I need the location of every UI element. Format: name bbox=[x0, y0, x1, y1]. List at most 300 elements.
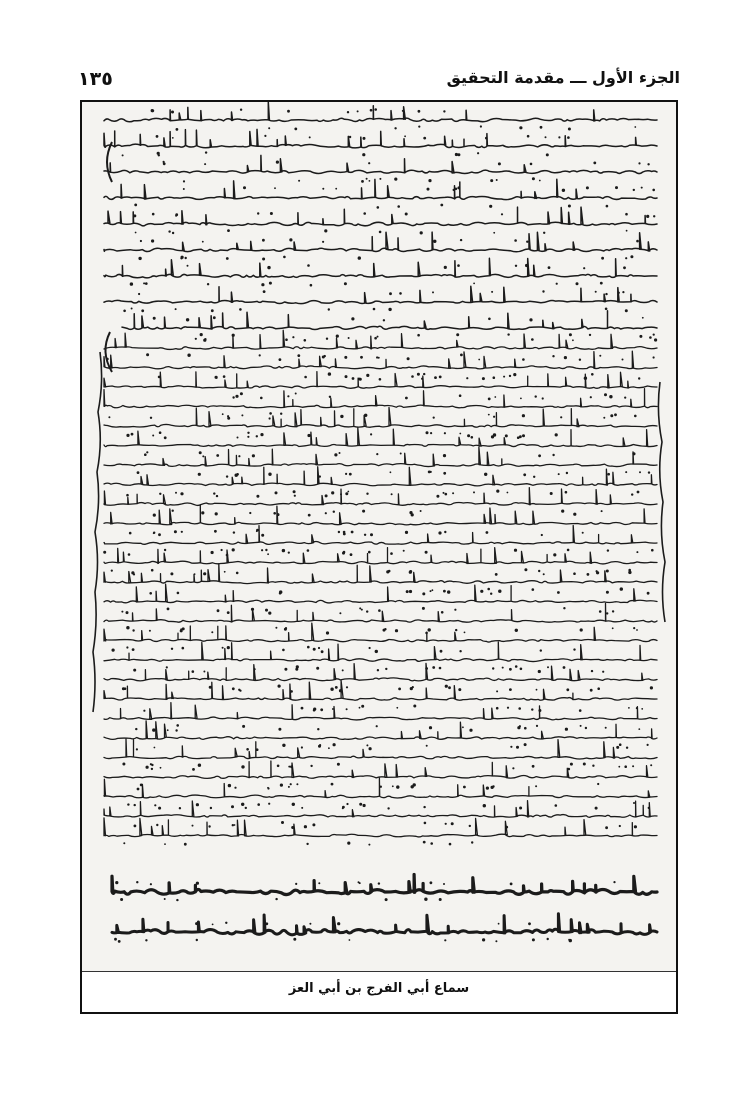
diacritic-dot bbox=[555, 433, 558, 436]
diacritic-dot bbox=[610, 414, 613, 417]
diacritic-dot bbox=[136, 748, 138, 750]
handwriting-line bbox=[112, 914, 657, 935]
diacritic-dot bbox=[232, 824, 234, 826]
diacritic-dot bbox=[507, 333, 509, 335]
diacritic-dot bbox=[454, 609, 456, 611]
diacritic-dot bbox=[329, 396, 331, 398]
diacritic-dot bbox=[522, 434, 525, 437]
diacritic-dot bbox=[227, 229, 230, 232]
diacritic-dot bbox=[348, 337, 350, 339]
diacritic-dot bbox=[451, 822, 454, 825]
diacritic-dot bbox=[331, 783, 334, 786]
handwriting-line bbox=[104, 801, 657, 818]
diacritic-dot bbox=[457, 264, 460, 267]
diacritic-dot bbox=[328, 308, 330, 310]
diacritic-dot bbox=[443, 472, 446, 475]
diacritic-dot bbox=[487, 588, 490, 591]
handwriting-line bbox=[104, 258, 657, 278]
diacritic-dot bbox=[430, 881, 433, 884]
diacritic-dot bbox=[591, 373, 594, 376]
diacritic-dot bbox=[192, 768, 195, 771]
diacritic-dot bbox=[345, 492, 348, 495]
diacritic-dot bbox=[513, 373, 516, 376]
diacritic-dot bbox=[187, 354, 190, 357]
diacritic-dot bbox=[392, 785, 394, 787]
diacritic-dot bbox=[292, 336, 294, 338]
diacritic-dot bbox=[166, 666, 168, 668]
diacritic-dot bbox=[536, 689, 538, 691]
diacritic-dot bbox=[405, 531, 408, 534]
diacritic-dot bbox=[307, 646, 310, 649]
diacritic-dot bbox=[226, 257, 229, 260]
diacritic-dot bbox=[641, 708, 643, 710]
diacritic-dot bbox=[359, 707, 361, 709]
diacritic-dot bbox=[151, 109, 154, 112]
diacritic-dot bbox=[434, 376, 437, 379]
diacritic-dot bbox=[281, 821, 284, 824]
diacritic-dot bbox=[535, 395, 537, 397]
diacritic-dot bbox=[134, 204, 137, 207]
diacritic-dot bbox=[538, 570, 540, 572]
diacritic-dot bbox=[485, 137, 488, 140]
diacritic-dot bbox=[333, 743, 336, 746]
diacritic-dot bbox=[288, 786, 290, 788]
diacritic-dot bbox=[429, 726, 432, 729]
diacritic-dot bbox=[636, 629, 638, 631]
diacritic-dot bbox=[103, 551, 106, 554]
diacritic-dot bbox=[522, 414, 525, 417]
diacritic-dot bbox=[607, 473, 610, 476]
diacritic-dot bbox=[153, 532, 155, 534]
diacritic-dot bbox=[294, 495, 296, 497]
diacritic-dot bbox=[164, 436, 167, 439]
diacritic-dot bbox=[280, 413, 282, 415]
diacritic-dot bbox=[279, 590, 282, 593]
diacritic-dot bbox=[552, 454, 554, 456]
diacritic-dot bbox=[202, 241, 204, 243]
diacritic-dot bbox=[304, 825, 307, 828]
diacritic-dot bbox=[322, 188, 324, 190]
diacritic-dot bbox=[174, 530, 177, 533]
diacritic-dot bbox=[254, 668, 256, 670]
diacritic-dot bbox=[135, 728, 137, 730]
diacritic-dot bbox=[269, 417, 271, 419]
diacritic-dot bbox=[122, 154, 124, 156]
diacritic-dot bbox=[351, 317, 354, 320]
diacritic-dot bbox=[557, 591, 560, 594]
diacritic-dot bbox=[573, 572, 576, 575]
diacritic-dot bbox=[126, 434, 129, 437]
diacritic-dot bbox=[126, 611, 129, 614]
diacritic-dot bbox=[493, 376, 496, 379]
handwriting-line bbox=[104, 207, 657, 226]
diacritic-dot bbox=[646, 215, 649, 218]
handwriting-line bbox=[104, 623, 657, 642]
diacritic-dot bbox=[653, 356, 655, 358]
diacritic-dot bbox=[424, 822, 427, 825]
diacritic-dot bbox=[491, 786, 494, 789]
diacritic-dot bbox=[150, 417, 152, 419]
diacritic-dot bbox=[296, 783, 298, 785]
diacritic-dot bbox=[510, 746, 512, 748]
diacritic-dot bbox=[275, 491, 278, 494]
diacritic-dot bbox=[590, 396, 592, 398]
diacritic-dot bbox=[570, 763, 573, 766]
diacritic-dot bbox=[249, 512, 251, 514]
handwriting-line bbox=[104, 102, 657, 122]
diacritic-dot bbox=[370, 109, 373, 112]
diacritic-dot bbox=[309, 136, 311, 138]
diacritic-dot bbox=[436, 495, 439, 498]
diacritic-dot bbox=[411, 785, 414, 788]
handwriting-line bbox=[104, 584, 657, 603]
diacritic-dot bbox=[351, 531, 354, 534]
diacritic-dot bbox=[200, 333, 203, 336]
diacritic-dot bbox=[337, 763, 340, 766]
diacritic-dot bbox=[319, 744, 321, 746]
diacritic-dot bbox=[417, 373, 420, 376]
diacritic-dot bbox=[405, 213, 408, 216]
diacritic-dot bbox=[628, 571, 631, 574]
diacritic-dot bbox=[600, 282, 603, 285]
diacritic-dot bbox=[418, 126, 420, 128]
diacritic-dot bbox=[447, 590, 450, 593]
diacritic-dot bbox=[287, 110, 290, 113]
diacritic-dot bbox=[633, 627, 635, 629]
diacritic-dot bbox=[158, 154, 160, 156]
diacritic-dot bbox=[532, 588, 535, 591]
diacritic-dot bbox=[469, 825, 471, 827]
diacritic-dot bbox=[444, 266, 447, 269]
diacritic-dot bbox=[618, 766, 620, 768]
diacritic-dot bbox=[430, 432, 432, 434]
diacritic-dot bbox=[359, 882, 361, 884]
diacritic-dot bbox=[377, 206, 380, 209]
diacritic-dot bbox=[172, 137, 174, 139]
diacritic-dot bbox=[131, 433, 134, 436]
diacritic-dot bbox=[568, 205, 571, 208]
diacritic-dot bbox=[496, 707, 499, 710]
diacritic-dot bbox=[227, 417, 230, 420]
diacritic-dot bbox=[625, 471, 627, 473]
diacritic-dot bbox=[591, 670, 593, 672]
diacritic-dot bbox=[346, 803, 348, 805]
handwriting-line bbox=[104, 286, 657, 303]
diacritic-dot bbox=[515, 629, 518, 632]
diacritic-dot bbox=[257, 803, 260, 806]
diacritic-dot bbox=[362, 510, 365, 513]
diacritic-dot bbox=[471, 436, 474, 439]
diacritic-dot bbox=[388, 308, 391, 311]
diacritic-dot bbox=[129, 532, 132, 535]
diacritic-dot bbox=[150, 883, 152, 885]
diacritic-dot bbox=[648, 807, 650, 809]
diacritic-dot bbox=[439, 376, 442, 379]
diacritic-dot bbox=[444, 432, 446, 434]
diacritic-dot bbox=[261, 534, 264, 537]
diacritic-dot bbox=[633, 189, 635, 191]
diacritic-dot bbox=[409, 571, 412, 574]
diacritic-dot bbox=[265, 609, 268, 612]
diacritic-dot bbox=[493, 416, 495, 418]
diacritic-dot bbox=[137, 471, 140, 474]
diacritic-dot bbox=[279, 358, 282, 361]
diacritic-dot bbox=[596, 571, 599, 574]
diacritic-dot bbox=[366, 178, 368, 180]
diacritic-dot bbox=[443, 110, 445, 112]
diacritic-dot bbox=[140, 240, 142, 242]
diacritic-dot bbox=[387, 807, 389, 809]
diacritic-dot bbox=[143, 710, 145, 712]
diacritic-dot bbox=[443, 454, 446, 457]
diacritic-dot bbox=[301, 707, 304, 710]
diacritic-dot bbox=[267, 266, 270, 269]
diacritic-dot bbox=[522, 358, 525, 361]
diacritic-dot bbox=[438, 531, 441, 534]
diacritic-dot bbox=[145, 939, 147, 941]
diacritic-dot bbox=[182, 647, 185, 650]
diacritic-dot bbox=[495, 940, 497, 942]
diacritic-dot bbox=[558, 136, 560, 138]
diacritic-dot bbox=[517, 436, 520, 439]
handwriting-line bbox=[104, 681, 657, 701]
diacritic-dot bbox=[586, 186, 589, 189]
diacritic-dot bbox=[620, 587, 623, 590]
diacritic-dot bbox=[195, 922, 198, 925]
diacritic-dot bbox=[532, 938, 535, 941]
diacritic-dot bbox=[326, 631, 329, 634]
diacritic-dot bbox=[203, 671, 205, 673]
diacritic-dot bbox=[349, 939, 351, 941]
diacritic-dot bbox=[567, 549, 570, 552]
diacritic-dot bbox=[427, 188, 430, 191]
diacritic-dot bbox=[443, 883, 445, 885]
diacritic-dot bbox=[606, 570, 609, 573]
diacritic-dot bbox=[268, 612, 271, 615]
diacritic-dot bbox=[411, 513, 414, 516]
diacritic-dot bbox=[502, 667, 504, 669]
diacritic-dot bbox=[595, 291, 597, 293]
diacritic-dot bbox=[556, 283, 558, 285]
diacritic-dot bbox=[396, 785, 399, 788]
diacritic-dot bbox=[211, 309, 214, 312]
diacritic-dot bbox=[469, 729, 472, 732]
diacritic-dot bbox=[524, 743, 527, 746]
diacritic-dot bbox=[307, 434, 310, 437]
diacritic-dot bbox=[152, 728, 155, 731]
diacritic-dot bbox=[186, 318, 189, 321]
diacritic-dot bbox=[524, 568, 527, 571]
diacritic-dot bbox=[316, 667, 319, 670]
diacritic-dot bbox=[362, 153, 365, 156]
diacritic-dot bbox=[243, 186, 246, 189]
diacritic-dot bbox=[136, 881, 138, 883]
diacritic-dot bbox=[496, 690, 498, 692]
diacritic-dot bbox=[626, 230, 628, 232]
diacritic-dot bbox=[411, 375, 414, 378]
figure-caption: سماع أبي الفرج بن أبي العز bbox=[288, 981, 470, 996]
diacritic-dot bbox=[492, 667, 494, 669]
diacritic-dot bbox=[245, 807, 247, 809]
diacritic-dot bbox=[550, 492, 553, 495]
diacritic-dot bbox=[256, 435, 258, 437]
diacritic-dot bbox=[369, 747, 372, 750]
diacritic-dot bbox=[653, 215, 655, 217]
diacritic-dot bbox=[154, 804, 156, 806]
diacritic-dot bbox=[127, 803, 129, 805]
diacritic-dot bbox=[605, 293, 607, 295]
diacritic-dot bbox=[390, 552, 393, 555]
diacritic-dot bbox=[566, 472, 568, 474]
diacritic-dot bbox=[464, 632, 466, 634]
diacritic-dot bbox=[606, 205, 609, 208]
diacritic-dot bbox=[149, 630, 151, 632]
diacritic-dot bbox=[239, 308, 242, 311]
handwriting-line bbox=[104, 330, 657, 349]
diacritic-dot bbox=[349, 473, 352, 476]
diacritic-dot bbox=[413, 705, 416, 708]
diacritic-dot bbox=[196, 803, 199, 806]
diacritic-dot bbox=[294, 128, 297, 131]
diacritic-dot bbox=[489, 205, 492, 208]
diacritic-dot bbox=[507, 492, 509, 494]
diacritic-dot bbox=[515, 665, 518, 668]
diacritic-dot bbox=[359, 607, 361, 609]
diacritic-dot bbox=[263, 290, 266, 293]
diacritic-dot bbox=[564, 356, 567, 359]
diacritic-dot bbox=[599, 610, 602, 613]
diacritic-dot bbox=[342, 806, 345, 809]
diacritic-dot bbox=[605, 826, 608, 829]
diacritic-dot bbox=[488, 414, 490, 416]
diacritic-dot bbox=[325, 512, 327, 514]
diacritic-dot bbox=[540, 126, 543, 129]
diacritic-dot bbox=[439, 667, 442, 670]
diacritic-dot bbox=[541, 534, 543, 536]
diacritic-dot bbox=[426, 745, 428, 747]
diacritic-dot bbox=[213, 492, 215, 494]
diacritic-dot bbox=[257, 212, 259, 214]
diacritic-dot bbox=[623, 266, 626, 269]
diacritic-dot bbox=[275, 898, 277, 900]
handwriting-line bbox=[104, 428, 657, 447]
diacritic-dot bbox=[285, 338, 288, 341]
diacritic-dot bbox=[647, 744, 649, 746]
diacritic-dot bbox=[361, 180, 364, 183]
diacritic-dot bbox=[568, 128, 571, 131]
diacritic-dot bbox=[346, 686, 348, 688]
diacritic-dot bbox=[509, 668, 512, 671]
diacritic-dot bbox=[376, 453, 378, 455]
diacritic-dot bbox=[589, 334, 591, 336]
diacritic-dot bbox=[134, 825, 137, 828]
diacritic-dot bbox=[498, 590, 501, 593]
diacritic-dot bbox=[322, 241, 324, 243]
diacritic-dot bbox=[238, 455, 240, 457]
diacritic-dot bbox=[421, 378, 423, 380]
diacritic-dot bbox=[199, 451, 202, 454]
diacritic-dot bbox=[538, 709, 541, 712]
diacritic-dot bbox=[289, 238, 292, 241]
diacritic-dot bbox=[378, 357, 380, 359]
diacritic-dot bbox=[376, 725, 378, 727]
diacritic-dot bbox=[108, 416, 110, 418]
diacritic-dot bbox=[650, 686, 653, 689]
diacritic-dot bbox=[587, 573, 590, 576]
diacritic-dot bbox=[337, 922, 340, 925]
diacritic-dot bbox=[543, 232, 545, 234]
diacritic-dot bbox=[256, 495, 259, 498]
handwriting-line bbox=[104, 703, 657, 720]
diacritic-dot bbox=[374, 108, 377, 111]
diacritic-dot bbox=[143, 282, 145, 284]
diacritic-dot bbox=[364, 534, 366, 536]
diacritic-dot bbox=[448, 686, 451, 689]
diacritic-dot bbox=[426, 431, 429, 434]
diacritic-dot bbox=[576, 282, 579, 285]
diacritic-dot bbox=[370, 533, 373, 536]
diacritic-dot bbox=[505, 826, 508, 829]
manuscript-figure bbox=[80, 100, 678, 1014]
diacritic-dot bbox=[561, 510, 564, 513]
diacritic-dot bbox=[270, 212, 273, 215]
diacritic-dot bbox=[601, 510, 603, 512]
diacritic-dot bbox=[138, 293, 140, 295]
diacritic-dot bbox=[290, 765, 293, 768]
diacritic-dot bbox=[459, 650, 461, 652]
diacritic-dot bbox=[217, 609, 220, 612]
diacritic-dot bbox=[152, 435, 154, 437]
diacritic-dot bbox=[138, 257, 141, 260]
diacritic-dot bbox=[344, 282, 347, 285]
diacritic-dot bbox=[647, 163, 649, 165]
diacritic-dot bbox=[358, 256, 361, 259]
diacritic-dot bbox=[585, 727, 587, 729]
diacritic-dot bbox=[428, 628, 431, 631]
diacritic-dot bbox=[137, 788, 140, 791]
diacritic-dot bbox=[226, 475, 228, 477]
diacritic-dot bbox=[293, 490, 296, 493]
diacritic-dot bbox=[614, 413, 617, 416]
diacritic-dot bbox=[495, 573, 498, 576]
diacritic-dot bbox=[232, 548, 235, 551]
diacritic-dot bbox=[308, 514, 311, 517]
diacritic-dot bbox=[368, 162, 370, 164]
diacritic-dot bbox=[196, 939, 198, 941]
diacritic-dot bbox=[398, 688, 401, 691]
diacritic-dot bbox=[227, 646, 230, 649]
diacritic-dot bbox=[301, 746, 303, 748]
diacritic-dot bbox=[275, 627, 277, 629]
diacritic-dot bbox=[350, 553, 353, 556]
diacritic-dot bbox=[636, 240, 639, 243]
diacritic-dot bbox=[338, 531, 340, 533]
diacritic-dot bbox=[280, 784, 283, 787]
handwriting-line bbox=[104, 642, 657, 661]
diacritic-dot bbox=[373, 308, 376, 311]
diacritic-dot bbox=[374, 337, 377, 340]
diacritic-dot bbox=[211, 551, 214, 554]
diacritic-dot bbox=[130, 282, 133, 285]
diacritic-dot bbox=[261, 283, 264, 286]
diacritic-dot bbox=[202, 455, 204, 457]
diacritic-dot bbox=[652, 189, 655, 192]
diacritic-dot bbox=[483, 804, 486, 807]
diacritic-dot bbox=[265, 922, 268, 925]
diacritic-dot bbox=[420, 510, 422, 512]
diacritic-dot bbox=[473, 283, 475, 285]
diacritic-dot bbox=[171, 111, 174, 114]
